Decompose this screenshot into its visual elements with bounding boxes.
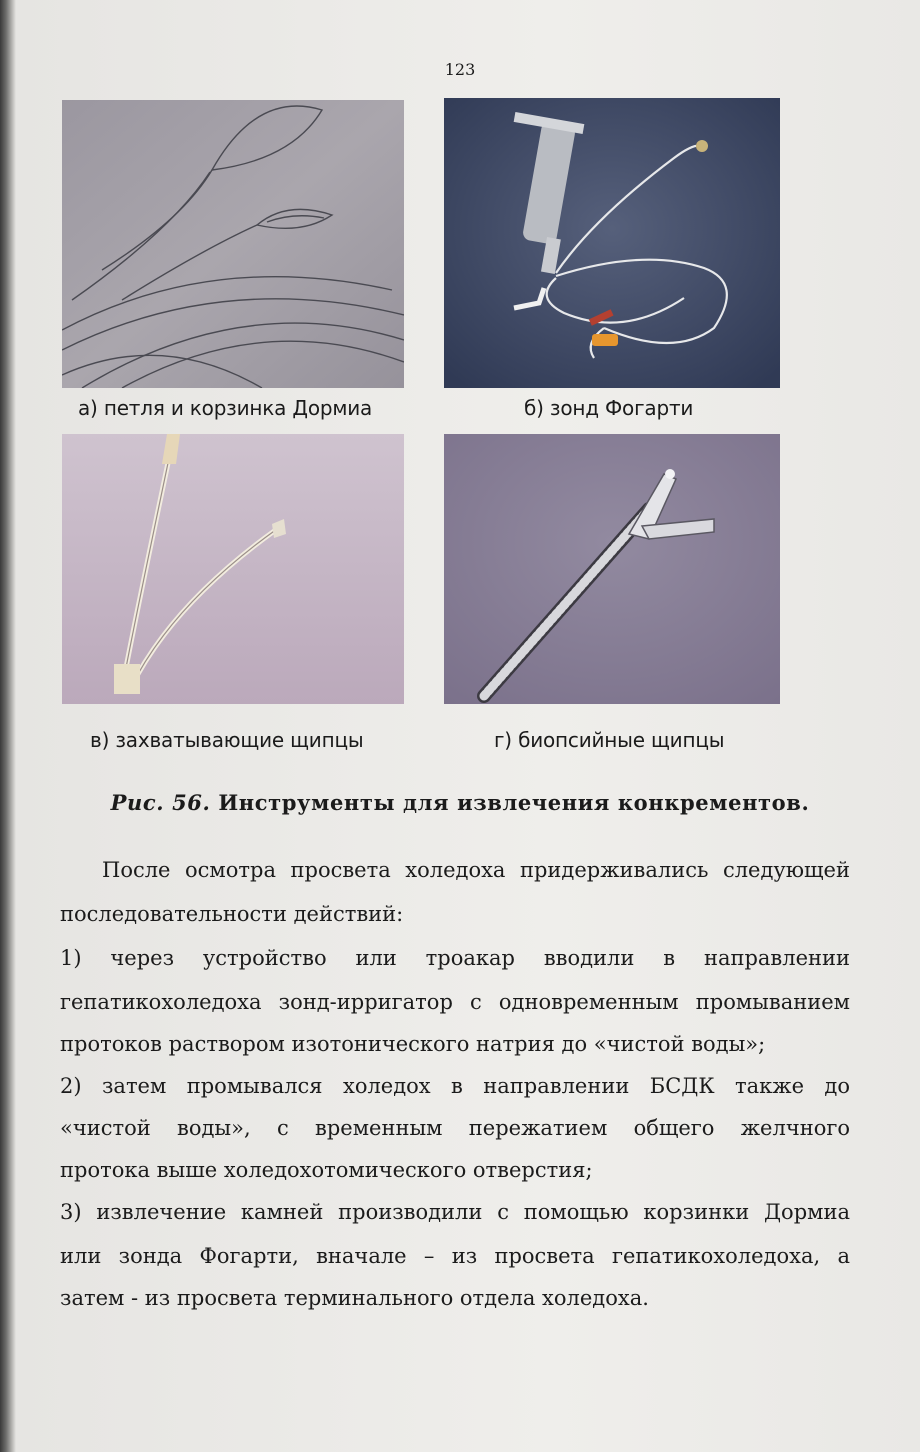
body-line-7: «чистой воды», с временным пережатием общего желчного (60, 1116, 850, 1140)
photo-fogarty-probe (444, 98, 780, 388)
body-line-6: 2) затем промывался холедох в направлении БСДК также до (60, 1074, 850, 1098)
figure-title-text: Инструменты для извлечения конкрементов. (218, 790, 810, 815)
body-line-11: затем - из просвета терминального отдела холедоха. (60, 1286, 649, 1310)
photo-dormia-basket (62, 100, 404, 388)
body-line-3: 1) через устройство или троакар вводили в направлении (60, 946, 850, 970)
body-line-1: После осмотра просвета холедоха придерживались следующей (102, 858, 850, 882)
body-line-5: протоков раствором изотонического натрия до «чистой воды»; (60, 1032, 766, 1056)
page-number: 123 (444, 60, 476, 79)
figure-label: Рис. 56. (110, 790, 211, 815)
caption-photo-a: а) петля и корзинка Дормиа (78, 396, 373, 420)
photo-grasping-forceps (62, 434, 404, 704)
body-line-2: последовательности действий: (60, 902, 404, 926)
photo-biopsy-forceps (444, 434, 780, 704)
caption-photo-d: г) биопсийные щипцы (494, 728, 725, 752)
caption-photo-b: б) зонд Фогарти (524, 396, 694, 420)
body-line-9: 3) извлечение камней производили с помощью корзинки Дормиа (60, 1200, 850, 1224)
body-line-8: протока выше холедохотомического отверстия; (60, 1158, 593, 1182)
figure-title (0, 790, 920, 815)
body-line-10: или зонда Фогарти, вначале – из просвета гепатикохоледоха, а (60, 1244, 850, 1268)
body-line-4: гепатикохоледоха зонд-ирригатор с одновременным промыванием (60, 990, 850, 1014)
caption-photo-c: в) захватывающие щипцы (90, 728, 364, 752)
